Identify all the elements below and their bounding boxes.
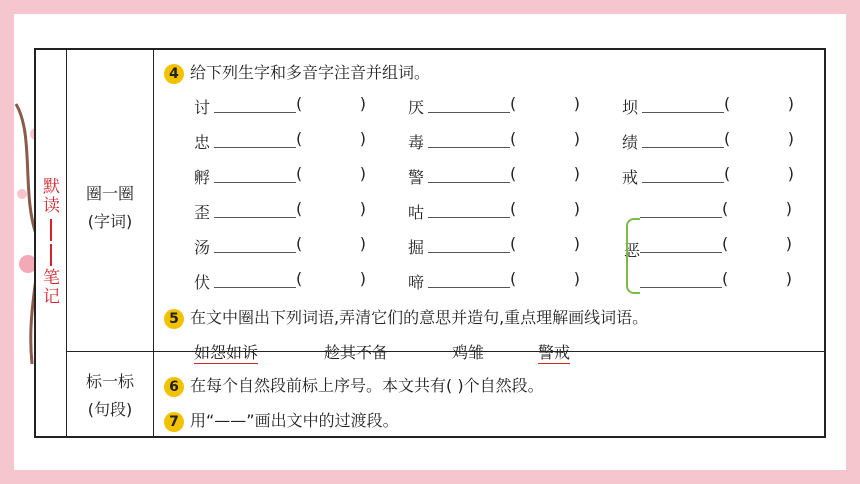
side-title-column	[36, 50, 67, 436]
pinyin-paren[interactable]: ( )	[724, 129, 794, 148]
pinyin-paren[interactable]: ( )	[296, 269, 366, 288]
answer-line[interactable]	[640, 203, 722, 218]
pinyin-cell: 伏 ( )	[194, 269, 366, 292]
study-card	[34, 48, 826, 438]
pinyin-paren[interactable]: ( )	[510, 94, 580, 113]
pinyin-paren[interactable]: ( )	[510, 164, 580, 183]
pinyin-cell: 绩 ( )	[622, 129, 794, 152]
word-item: 如怨如诉	[194, 340, 258, 364]
pinyin-cell	[640, 199, 792, 222]
answer-line[interactable]	[428, 98, 510, 113]
pinyin-cell: 坝 ( )	[622, 94, 794, 117]
pinyin-paren[interactable]: ( )	[296, 164, 366, 183]
question-6: 6 在每个自然段前标上序号。本文共有( )个自然段。	[164, 373, 544, 397]
pinyin-paren[interactable]: ( )	[722, 199, 792, 218]
pinyin-paren[interactable]: ( )	[510, 129, 580, 148]
answer-line[interactable]	[428, 133, 510, 148]
word-item: 警戒	[538, 340, 570, 364]
question-5: 5 在文中圈出下列词语,弄清它们的意思并造句,重点理解画线词语。	[164, 305, 648, 329]
pinyin-cell: 毒 ( )	[408, 129, 580, 152]
answer-line[interactable]	[214, 168, 296, 183]
pinyin-cell: 汤 ( )	[194, 234, 366, 257]
pinyin-paren[interactable]: ( )	[724, 94, 794, 113]
section2-label: 标一标 (句段)	[85, 372, 134, 419]
pinyin-cell	[640, 269, 792, 292]
pinyin-cell: 厌 ( )	[408, 94, 580, 117]
answer-line[interactable]	[214, 98, 296, 113]
question-4: 4 给下列生字和多音字注音并组词。	[164, 60, 430, 84]
pinyin-paren[interactable]: ( )	[510, 234, 580, 253]
pinyin-cell: 忠 ( )	[194, 129, 366, 152]
answer-line[interactable]	[428, 203, 510, 218]
pinyin-cell: 掘 ( )	[408, 234, 580, 257]
pinyin-cell: 孵 ( )	[194, 164, 366, 187]
pinyin-paren[interactable]: ( )	[724, 164, 794, 183]
section-label-column	[67, 50, 154, 436]
answer-line[interactable]	[428, 273, 510, 288]
answer-line[interactable]	[640, 238, 722, 253]
number-badge: 4	[164, 64, 184, 84]
answer-line[interactable]	[214, 273, 296, 288]
word-item: 鸡雏	[452, 343, 485, 362]
pinyin-paren[interactable]: ( )	[722, 234, 792, 253]
pinyin-cell: 啼 ( )	[408, 269, 580, 292]
answer-line[interactable]	[642, 98, 724, 113]
pinyin-paren[interactable]: ( )	[296, 94, 366, 113]
answer-line[interactable]	[428, 168, 510, 183]
section1-label: 圈一圈 (字词)	[85, 184, 134, 231]
pinyin-paren[interactable]: ( )	[722, 269, 792, 288]
answer-line[interactable]	[214, 238, 296, 253]
pinyin-paren[interactable]: ( )	[296, 199, 366, 218]
answer-line[interactable]	[214, 203, 296, 218]
question-7: 7 用“——”画出文中的过渡段。	[164, 408, 399, 432]
pinyin-paren[interactable]: ( )	[296, 234, 366, 253]
answer-line[interactable]	[640, 273, 722, 288]
pinyin-paren[interactable]: ( )	[510, 269, 580, 288]
answer-line[interactable]	[642, 133, 724, 148]
answer-line[interactable]	[642, 168, 724, 183]
poly-char: 恶	[624, 241, 641, 260]
pinyin-paren[interactable]: ( )	[510, 199, 580, 218]
pinyin-paren[interactable]: ( )	[296, 129, 366, 148]
answer-line[interactable]	[214, 133, 296, 148]
brace	[626, 218, 640, 294]
pinyin-cell: 咕 ( )	[408, 199, 580, 222]
word-item: 趁其不备	[324, 343, 389, 362]
answer-line[interactable]	[428, 238, 510, 253]
pinyin-cell: 讨 ( )	[194, 94, 366, 117]
pinyin-cell: 警 ( )	[408, 164, 580, 187]
pinyin-cell	[640, 234, 792, 257]
pinyin-cell: 歪 ( )	[194, 199, 366, 222]
side-title: 默 读 笔 记	[43, 177, 60, 307]
pinyin-cell: 戒 ( )	[622, 164, 794, 187]
content-area	[154, 50, 824, 436]
